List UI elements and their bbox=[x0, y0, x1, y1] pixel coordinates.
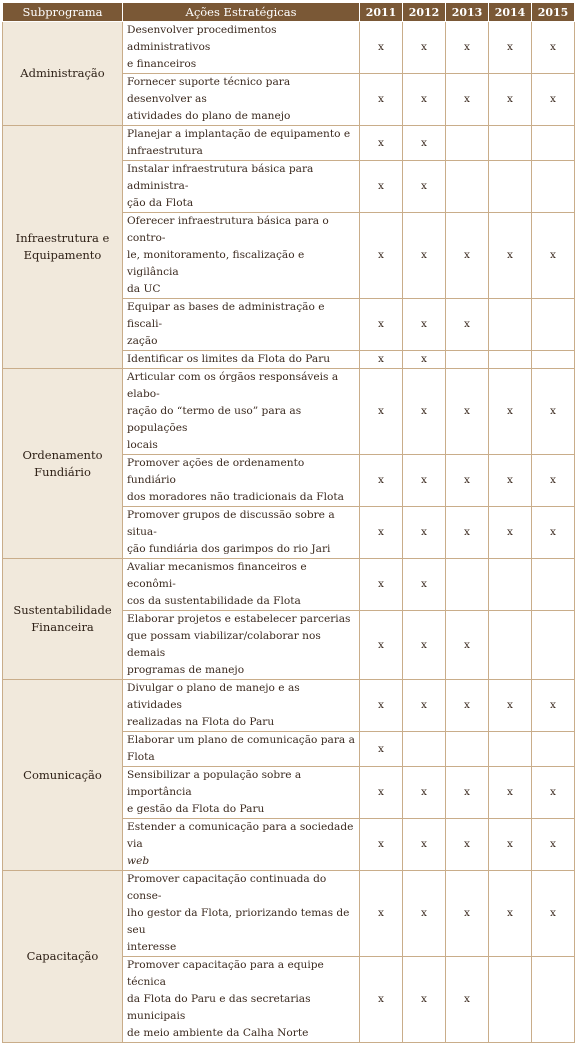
year-mark-2015 bbox=[532, 559, 575, 611]
action-cell bbox=[123, 74, 360, 126]
year-mark-2015: x bbox=[532, 680, 575, 732]
action-line: Articular com os órgãos responsáveis a elabo- bbox=[127, 371, 339, 400]
action-line: Promover grupos de discussão sobre a situa- bbox=[127, 509, 335, 538]
year-mark-2014: x bbox=[489, 680, 532, 732]
year-mark-2012: x bbox=[403, 819, 446, 871]
year-mark-2015 bbox=[532, 611, 575, 680]
year-mark-2015: x bbox=[532, 369, 575, 455]
table-row bbox=[3, 680, 575, 732]
year-mark-2011: x bbox=[360, 732, 403, 767]
year-mark-2014: x bbox=[489, 74, 532, 126]
table-row bbox=[3, 369, 575, 455]
action-cell bbox=[123, 871, 360, 957]
table-row bbox=[3, 22, 575, 74]
year-mark-2011: x bbox=[360, 767, 403, 819]
year-mark-2014 bbox=[489, 161, 532, 213]
year-mark-2011: x bbox=[360, 213, 403, 299]
action-line: que possam viabilizar/colaborar nos demais bbox=[127, 630, 321, 659]
table-row bbox=[3, 871, 575, 957]
year-mark-2015 bbox=[532, 126, 575, 161]
year-mark-2013 bbox=[446, 559, 489, 611]
action-line: Promover capacitação para a equipe técnica bbox=[127, 959, 324, 988]
table-body bbox=[3, 22, 575, 1043]
action-line: ração do “termo de uso” para as populações bbox=[127, 405, 302, 434]
year-mark-2015 bbox=[532, 161, 575, 213]
action-line: atividades do plano de manejo bbox=[127, 110, 291, 122]
year-mark-2013 bbox=[446, 351, 489, 369]
year-mark-2015: x bbox=[532, 819, 575, 871]
year-mark-2013: x bbox=[446, 369, 489, 455]
year-mark-2011: x bbox=[360, 161, 403, 213]
action-line: Sensibilizar a população sobre a importância bbox=[127, 769, 302, 798]
action-cell bbox=[123, 559, 360, 611]
year-mark-2015: x bbox=[532, 507, 575, 559]
year-mark-2014: x bbox=[489, 455, 532, 507]
year-mark-2012: x bbox=[403, 871, 446, 957]
action-cell bbox=[123, 507, 360, 559]
year-mark-2014 bbox=[489, 299, 532, 351]
action-line: zação bbox=[127, 335, 158, 347]
action-line: Estender a comunicação para a sociedade via bbox=[127, 821, 354, 850]
action-cell bbox=[123, 161, 360, 213]
table-row bbox=[3, 126, 575, 161]
year-mark-2012: x bbox=[403, 22, 446, 74]
year-mark-2012: x bbox=[403, 74, 446, 126]
year-mark-2013: x bbox=[446, 22, 489, 74]
action-line: da UC bbox=[127, 283, 161, 295]
action-line: Flota bbox=[127, 751, 155, 763]
action-line: Desenvolver procedimentos administrativos bbox=[127, 24, 277, 53]
year-mark-2014 bbox=[489, 957, 532, 1043]
year-mark-2011: x bbox=[360, 957, 403, 1043]
action-line: Oferecer infraestrutura básica para o contro- bbox=[127, 215, 329, 244]
year-mark-2013: x bbox=[446, 299, 489, 351]
strategic-actions-table bbox=[2, 2, 575, 1043]
year-mark-2011: x bbox=[360, 559, 403, 611]
action-line: web bbox=[127, 855, 150, 867]
action-cell bbox=[123, 351, 360, 369]
action-cell bbox=[123, 732, 360, 767]
year-mark-2013 bbox=[446, 161, 489, 213]
year-mark-2013: x bbox=[446, 819, 489, 871]
action-cell bbox=[123, 767, 360, 819]
year-mark-2014: x bbox=[489, 507, 532, 559]
year-mark-2015 bbox=[532, 957, 575, 1043]
subprogram-name: Infraestrutura e Equipamento bbox=[3, 126, 123, 369]
year-mark-2012: x bbox=[403, 213, 446, 299]
year-mark-2012: x bbox=[403, 611, 446, 680]
year-mark-2011: x bbox=[360, 126, 403, 161]
action-line: Promover capacitação continuada do conse- bbox=[127, 873, 327, 902]
year-mark-2014: x bbox=[489, 369, 532, 455]
subprogram-name: Sustentabilidade Financeira bbox=[3, 559, 123, 680]
year-mark-2012: x bbox=[403, 126, 446, 161]
year-mark-2012: x bbox=[403, 455, 446, 507]
action-line: da Flota do Paru e das secretarias municipais bbox=[127, 993, 311, 1022]
year-mark-2014 bbox=[489, 351, 532, 369]
action-line: realizadas na Flota do Paru bbox=[127, 716, 275, 728]
year-mark-2013: x bbox=[446, 455, 489, 507]
year-mark-2014 bbox=[489, 126, 532, 161]
year-mark-2013: x bbox=[446, 767, 489, 819]
year-mark-2011: x bbox=[360, 299, 403, 351]
subprogram-name: Ordenamento Fundiário bbox=[3, 369, 123, 559]
year-mark-2012 bbox=[403, 732, 446, 767]
action-line: lho gestor da Flota, priorizando temas de seu bbox=[127, 907, 350, 936]
action-line: ção da Flota bbox=[127, 197, 194, 209]
header-year-2011: 2011 bbox=[360, 3, 403, 22]
year-mark-2015 bbox=[532, 732, 575, 767]
action-line: Identificar os limites da Flota do Paru bbox=[127, 353, 331, 365]
subprogram-name: Capacitação bbox=[3, 871, 123, 1043]
header-acoes: Ações Estratégicas bbox=[123, 3, 360, 22]
year-mark-2013 bbox=[446, 126, 489, 161]
year-mark-2012: x bbox=[403, 680, 446, 732]
year-mark-2013: x bbox=[446, 871, 489, 957]
year-mark-2013: x bbox=[446, 611, 489, 680]
action-cell bbox=[123, 22, 360, 74]
action-line: dos moradores não tradicionais da Flota bbox=[127, 491, 344, 503]
subprogram-name: Comunicação bbox=[3, 680, 123, 871]
year-mark-2015: x bbox=[532, 871, 575, 957]
action-cell bbox=[123, 957, 360, 1043]
year-mark-2014: x bbox=[489, 819, 532, 871]
year-mark-2013: x bbox=[446, 680, 489, 732]
header-year-2014: 2014 bbox=[489, 3, 532, 22]
action-line: Planejar a implantação de equipamento e bbox=[127, 128, 351, 140]
subprogram-name: Administração bbox=[3, 22, 123, 126]
table-row bbox=[3, 559, 575, 611]
action-cell bbox=[123, 299, 360, 351]
year-mark-2012: x bbox=[403, 507, 446, 559]
header-subprograma: Subprograma bbox=[3, 3, 123, 22]
year-mark-2015: x bbox=[532, 74, 575, 126]
header-year-2015: 2015 bbox=[532, 3, 575, 22]
year-mark-2015 bbox=[532, 299, 575, 351]
year-mark-2013 bbox=[446, 732, 489, 767]
year-mark-2011: x bbox=[360, 22, 403, 74]
year-mark-2012: x bbox=[403, 351, 446, 369]
year-mark-2011: x bbox=[360, 819, 403, 871]
action-line: locais bbox=[127, 439, 158, 451]
action-line: Divulgar o plano de manejo e as atividades bbox=[127, 682, 300, 711]
year-mark-2013: x bbox=[446, 213, 489, 299]
year-mark-2015: x bbox=[532, 767, 575, 819]
year-mark-2012: x bbox=[403, 161, 446, 213]
action-line: Elaborar projetos e estabelecer parcerias bbox=[127, 613, 351, 625]
year-mark-2015: x bbox=[532, 213, 575, 299]
year-mark-2012: x bbox=[403, 369, 446, 455]
action-line: infraestrutura bbox=[127, 145, 203, 157]
action-cell bbox=[123, 611, 360, 680]
year-mark-2015 bbox=[532, 351, 575, 369]
year-mark-2011: x bbox=[360, 74, 403, 126]
year-mark-2011: x bbox=[360, 507, 403, 559]
table-header bbox=[3, 3, 575, 22]
year-mark-2011: x bbox=[360, 680, 403, 732]
year-mark-2012: x bbox=[403, 957, 446, 1043]
action-line: Instalar infraestrutura básica para administra- bbox=[127, 163, 314, 192]
year-mark-2014: x bbox=[489, 22, 532, 74]
header-year-2012: 2012 bbox=[403, 3, 446, 22]
action-cell bbox=[123, 213, 360, 299]
year-mark-2011: x bbox=[360, 871, 403, 957]
action-line: ção fundiária dos garimpos do rio Jari bbox=[127, 543, 331, 555]
action-line: Fornecer suporte técnico para desenvolver as bbox=[127, 76, 291, 105]
year-mark-2014 bbox=[489, 732, 532, 767]
action-cell bbox=[123, 819, 360, 871]
action-cell bbox=[123, 126, 360, 161]
year-mark-2013: x bbox=[446, 74, 489, 126]
year-mark-2013: x bbox=[446, 507, 489, 559]
action-line: Promover ações de ordenamento fundiário bbox=[127, 457, 305, 486]
action-cell bbox=[123, 369, 360, 455]
year-mark-2013: x bbox=[446, 957, 489, 1043]
year-mark-2012: x bbox=[403, 767, 446, 819]
year-mark-2014 bbox=[489, 559, 532, 611]
year-mark-2014 bbox=[489, 611, 532, 680]
action-cell bbox=[123, 680, 360, 732]
action-line: Equipar as bases de administração e fiscali- bbox=[127, 301, 325, 330]
action-cell bbox=[123, 455, 360, 507]
action-line: e gestão da Flota do Paru bbox=[127, 803, 265, 815]
year-mark-2011: x bbox=[360, 369, 403, 455]
year-mark-2011: x bbox=[360, 611, 403, 680]
header-year-2013: 2013 bbox=[446, 3, 489, 22]
action-line: programas de manejo bbox=[127, 664, 245, 676]
action-line: cos da sustentabilidade da Flota bbox=[127, 595, 301, 607]
action-line: interesse bbox=[127, 941, 177, 953]
year-mark-2015: x bbox=[532, 22, 575, 74]
year-mark-2011: x bbox=[360, 351, 403, 369]
year-mark-2014: x bbox=[489, 767, 532, 819]
action-line: Avaliar mecanismos financeiros e econômi- bbox=[127, 561, 307, 590]
year-mark-2012: x bbox=[403, 559, 446, 611]
action-line: e financeiros bbox=[127, 58, 197, 70]
year-mark-2014: x bbox=[489, 871, 532, 957]
year-mark-2015: x bbox=[532, 455, 575, 507]
action-line: de meio ambiente da Calha Norte bbox=[127, 1027, 309, 1039]
year-mark-2012: x bbox=[403, 299, 446, 351]
year-mark-2014: x bbox=[489, 213, 532, 299]
year-mark-2011: x bbox=[360, 455, 403, 507]
action-line: Elaborar um plano de comunicação para a bbox=[127, 734, 355, 746]
action-line: le, monitoramento, fiscalização e vigilância bbox=[127, 249, 305, 278]
